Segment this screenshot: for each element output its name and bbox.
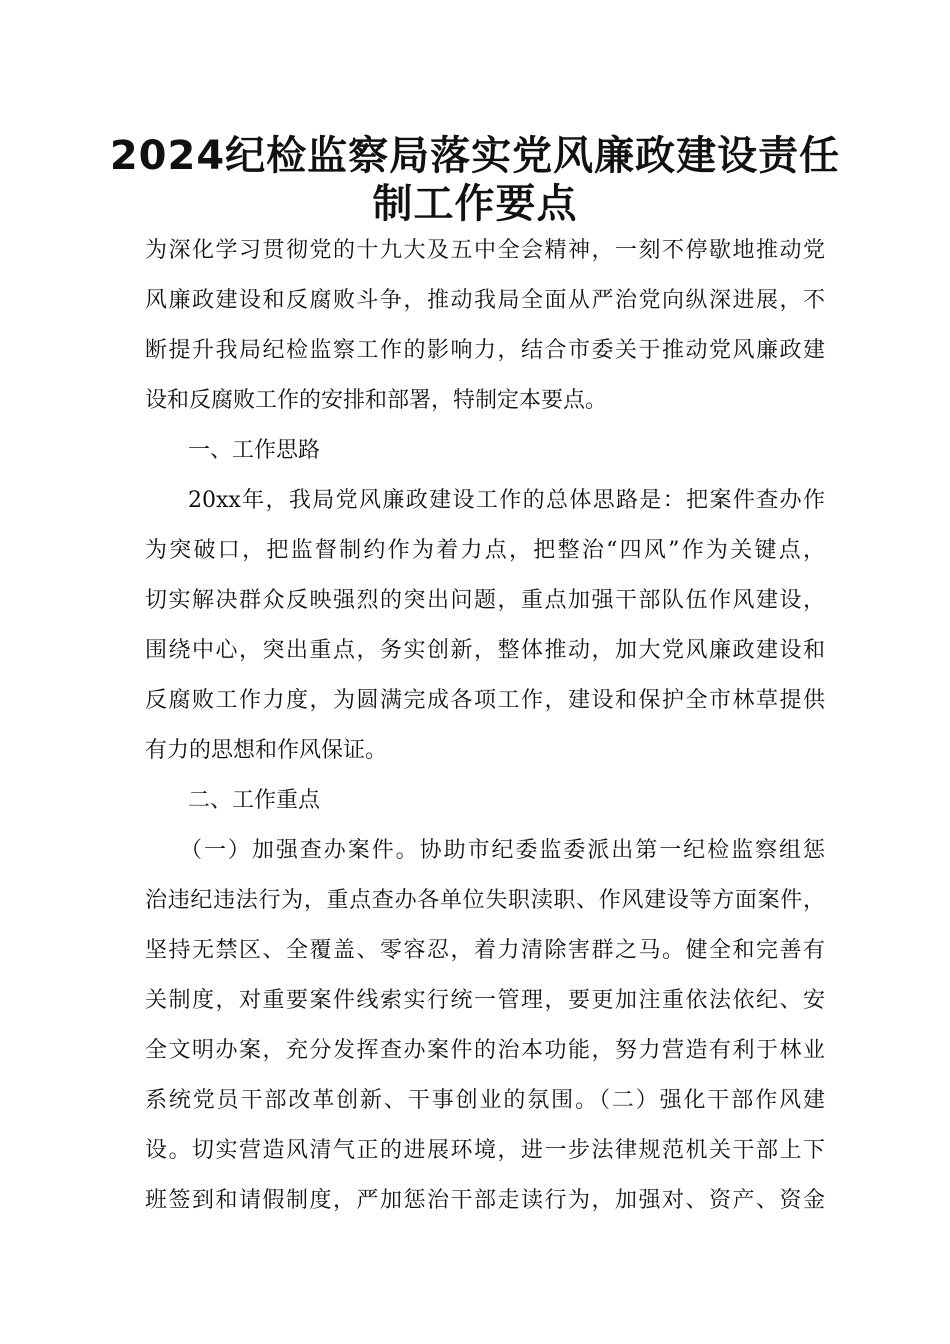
document-title-line-2: 制工作要点 bbox=[372, 181, 578, 227]
section2-heading: 二、工作重点 bbox=[188, 788, 321, 813]
section1-line-2: 为突破口，把监督制约作为着力点，把整治“四风”作为关键点， bbox=[145, 538, 825, 563]
intro-line-1: 为深化学习贯彻党的十九大及五中全会精神，一刻不停歇地推动党 bbox=[145, 238, 825, 263]
section1-line-5: 反腐败工作力度，为圆满完成各项工作，建设和保护全市林草提供 bbox=[145, 688, 825, 713]
intro-line-4: 设和反腐败工作的安排和部署，特制定本要点。 bbox=[145, 388, 608, 413]
section1-line-3: 切实解决群众反映强烈的突出问题，重点加强干部队伍作风建设， bbox=[145, 588, 825, 613]
section2-line-3: 坚持无禁区、全覆盖、零容忍，着力清除害群之马。健全和完善有 bbox=[145, 938, 825, 963]
section1-line-6: 有力的思想和作风保证。 bbox=[145, 738, 388, 763]
section2-line-7: 设。切实营造风清气正的进展环境，进一步法律规范机关干部上下 bbox=[145, 1138, 825, 1163]
section1-line-1: 20xx年，我局党风廉政建设工作的总体思路是：把案件查办作 bbox=[188, 488, 825, 513]
section1-line-4: 围绕中心，突出重点，务实创新，整体推动，加大党风廉政建设和 bbox=[145, 638, 825, 663]
section2-line-1: （一）加强查办案件。协助市纪委监委派出第一纪检监察组惩 bbox=[180, 838, 825, 863]
intro-line-3: 断提升我局纪检监察工作的影响力，结合市委关于推动党风廉政建 bbox=[145, 338, 825, 363]
section2-line-4: 关制度，对重要案件线索实行统一管理，要更加注重依法依纪、安 bbox=[145, 988, 825, 1013]
intro-line-2: 风廉政建设和反腐败斗争，推动我局全面从严治党向纵深进展，不 bbox=[145, 288, 825, 313]
section2-line-8: 班签到和请假制度，严加惩治干部走读行为，加强对、资产、资金 bbox=[145, 1188, 825, 1213]
section2-line-5: 全文明办案，充分发挥查办案件的治本功能，努力营造有利于林业 bbox=[145, 1038, 825, 1063]
section2-line-6: 系统党员干部改革创新、干事创业的氛围。（二）强化干部作风建 bbox=[145, 1088, 825, 1113]
section2-line-2: 治违纪违法行为，重点查办各单位失职渎职、作风建设等方面案件， bbox=[145, 888, 825, 913]
document-title-line-1: 2024纪检监察局落实党风廉政建设责任 bbox=[109, 133, 841, 179]
section1-heading: 一、工作思路 bbox=[188, 438, 321, 463]
